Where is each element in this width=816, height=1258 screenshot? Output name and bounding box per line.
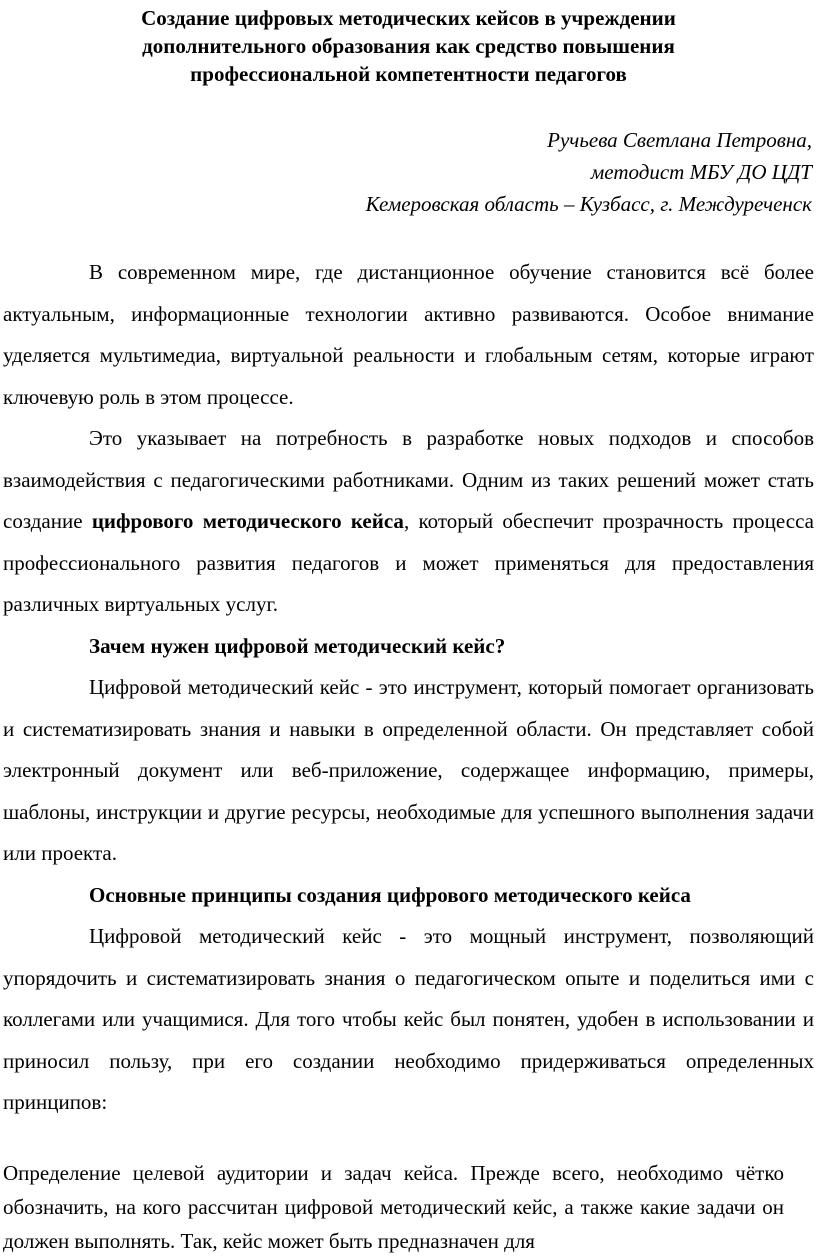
section-heading: Зачем нужен цифровой методический кейс? (89, 633, 506, 658)
document-body-plain (3, 1156, 814, 1258)
paragraph (3, 418, 814, 626)
paragraph: В современном мире, где дистанционное обучение становится всё более актуальным, информационные технологии активно развиваются. Особое внимание уделяется мультимедиа, виртуальной реальности и глобальным сетям, которые играют ключевую роль в этом процессе. (3, 260, 814, 409)
author-location: Кемеровская область – Кузбасс, г. Междуреченск (365, 192, 812, 216)
paragraph: Цифровой методический кейс - это инструмент, который помогает организовать и систематизировать знания и навыки в определенной области. Он представляет собой электронный документ или веб-приложение, содержащее информацию, примеры, шаблоны, инструкции и другие ресурсы, необходимые для успешного выполнения задачи или проекта. (3, 675, 814, 865)
bold-term: цифрового методического кейса (91, 509, 404, 533)
author-name: Ручьева Светлана Петровна, (547, 128, 812, 152)
author-block (3, 124, 814, 220)
paragraph: Определение целевой аудитории и задач кейса. Прежде всего, необходимо чётко обозначить, на кого рассчитан цифровой методический кейс, а также какие задачи он должен выполнять. Так, кейс может быть предназначен для (3, 1160, 784, 1253)
paragraph-text: Это указывает на потребность в разработке новых подходов и способов взаимодействия с педагогическими работниками. Одним из таких решений может стать создание (3, 426, 814, 533)
author-position: методист МБУ ДО ЦДТ (590, 160, 812, 184)
document-title: Создание цифровых методических кейсов в учреждении дополнительного образования как средство повышения профессиональной компетентности педагогов (141, 6, 676, 86)
paragraph: Цифровой методический кейс - это мощный инструмент, позволяющий упорядочить и систематизировать знания о педагогическом опыте и поделиться ими с коллегами или учащимися. Для того чтобы кейс был понятен, удобен в использовании и приносил пользу, при его создании необходимо придерживаться определенных принципов: (3, 924, 814, 1114)
document-body (3, 252, 814, 1124)
paragraph-text: , который обеспечит прозрачность процесса профессионального развития педагогов и может применяться для предоставления различных виртуальных услуг. (3, 509, 814, 616)
section-heading: Основные принципы создания цифрового методического кейса (89, 882, 691, 907)
